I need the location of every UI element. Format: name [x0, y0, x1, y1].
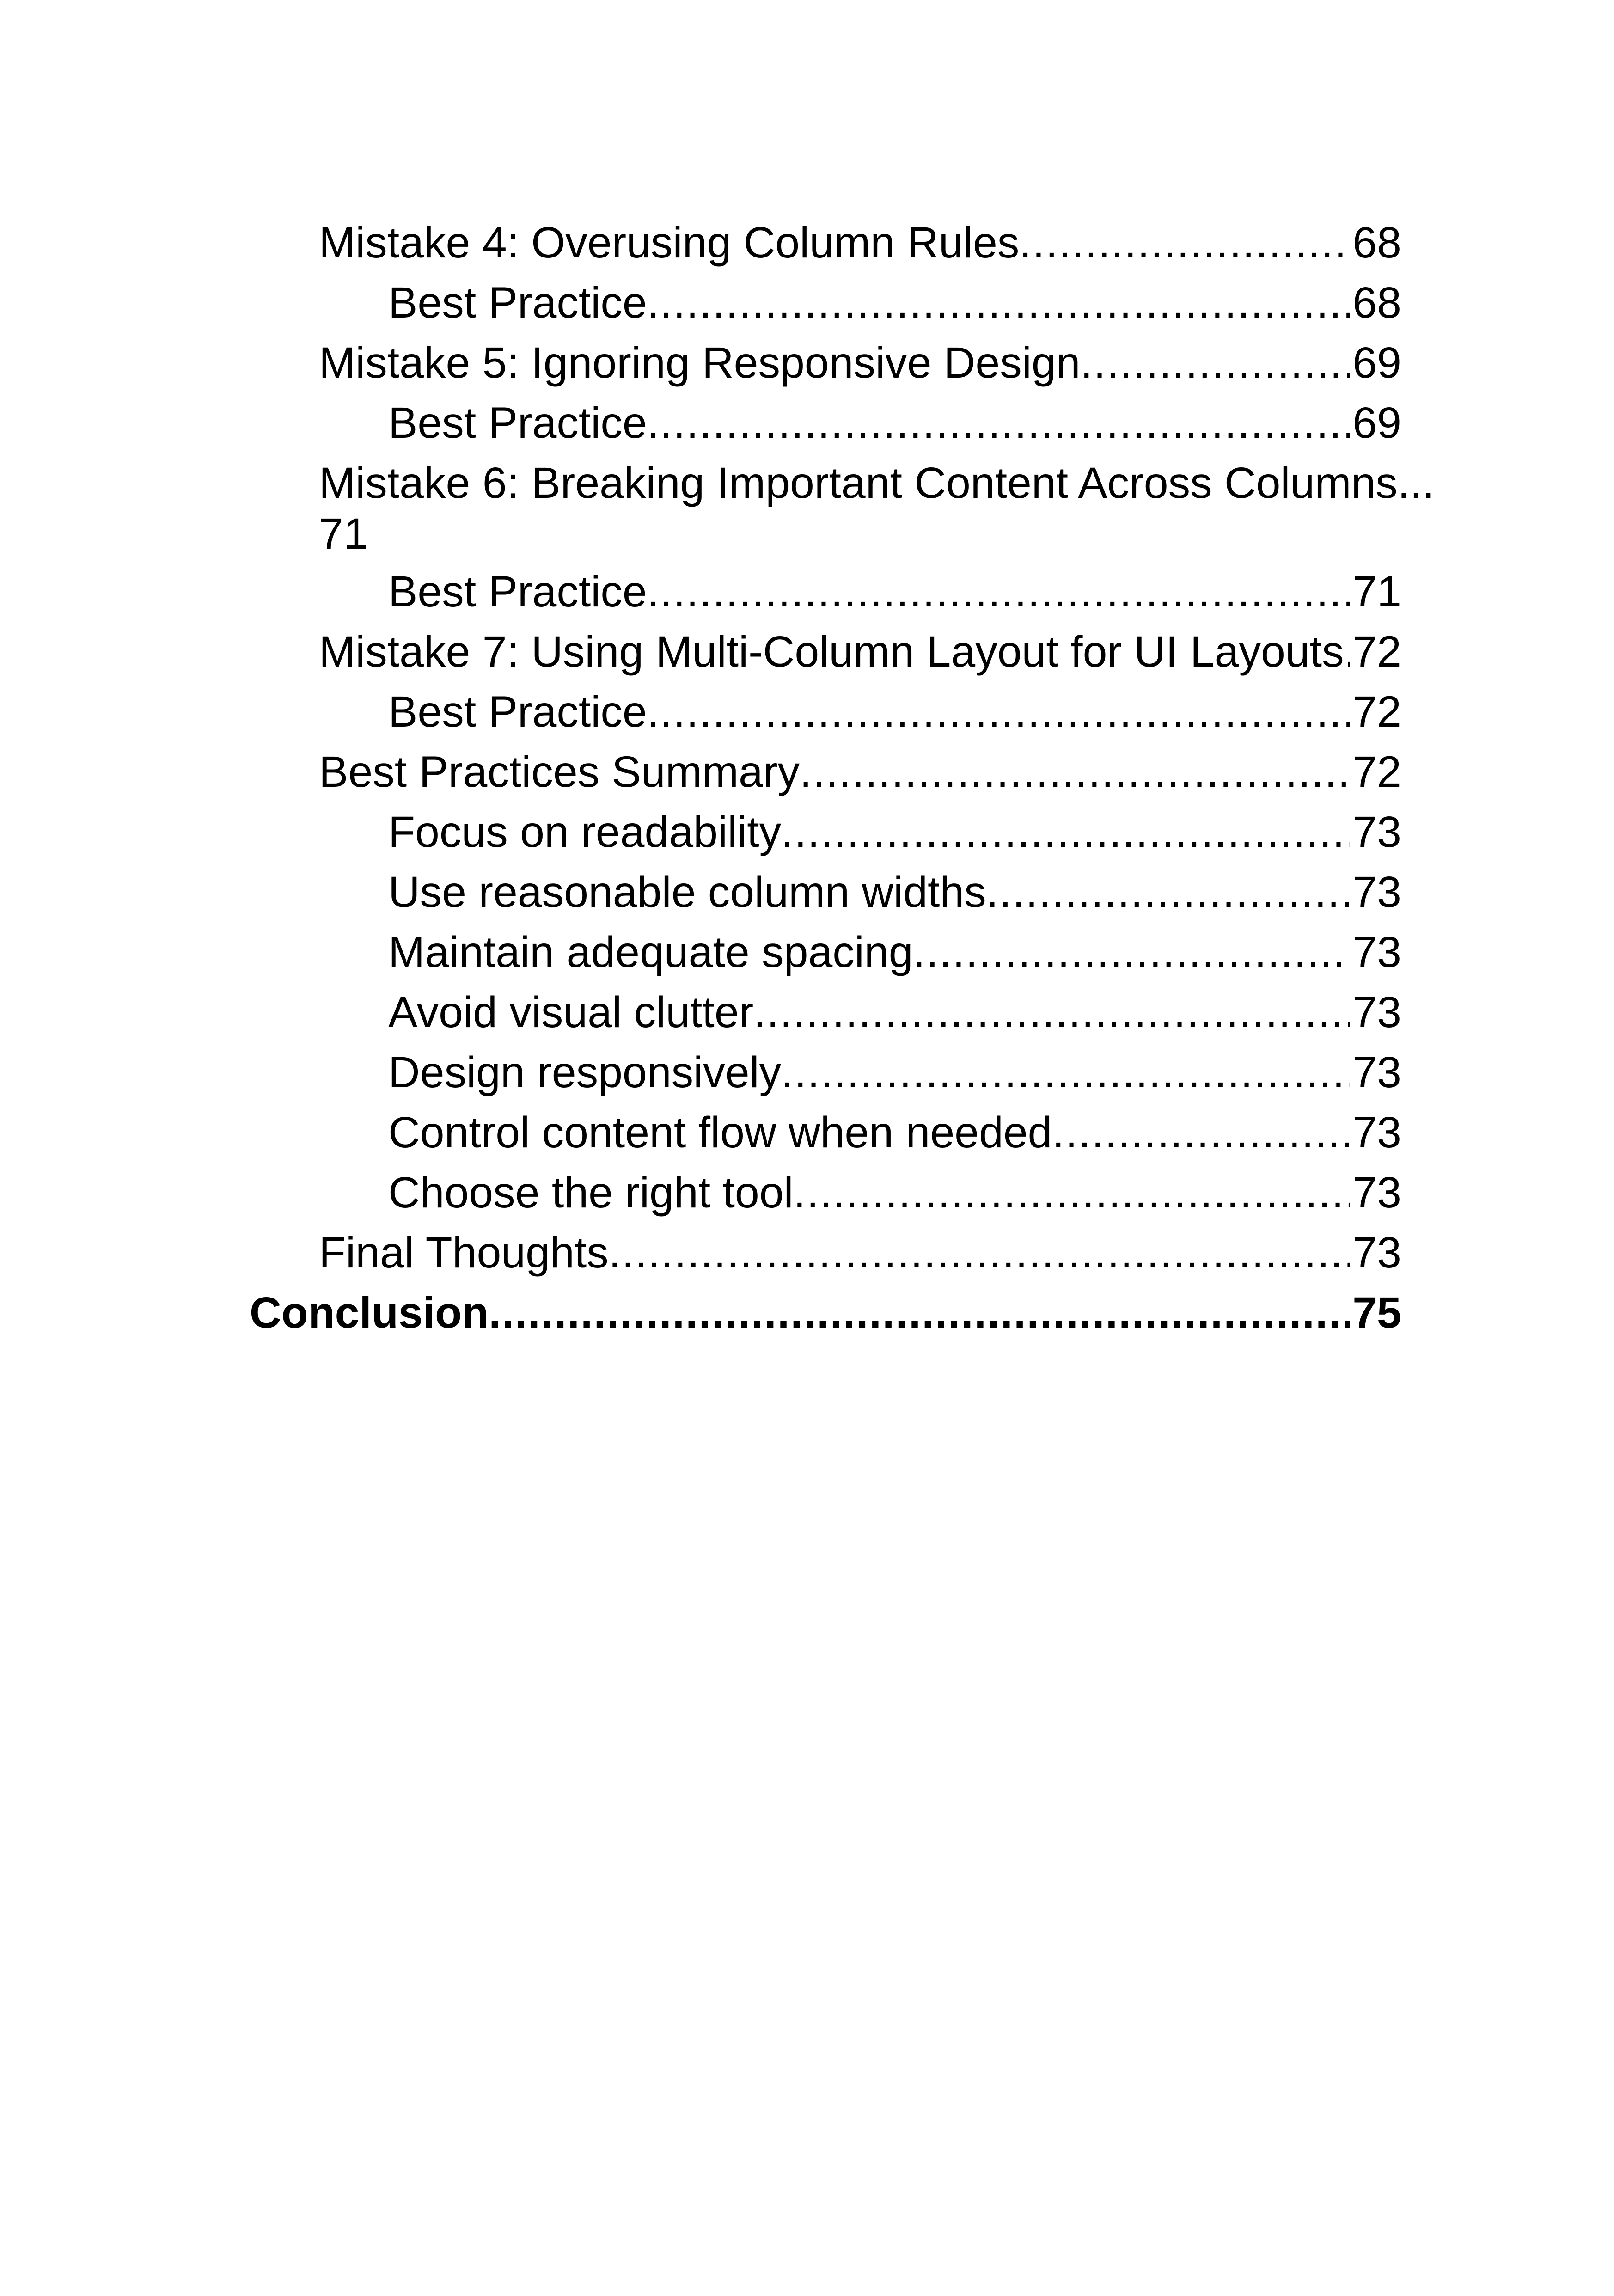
dot-leader — [609, 1227, 1350, 1278]
dot-leader — [489, 1287, 1350, 1338]
dot-leader — [913, 927, 1350, 978]
toc-entry-page: 73 — [1352, 988, 1401, 1037]
toc-entry-page: 71 — [319, 509, 368, 558]
toc-entry-right-tool[interactable] — [388, 1167, 1401, 1218]
toc-entry-best-practices-summary[interactable] — [319, 747, 1401, 797]
toc-entry-best-practice-4[interactable] — [388, 277, 1401, 328]
toc-entry-column-widths[interactable] — [388, 867, 1401, 918]
dot-leader — [753, 987, 1350, 1038]
toc-entry-title: Focus on readability — [388, 808, 782, 857]
toc-entry-title: Mistake 5: Ignoring Responsive Design — [319, 338, 1081, 387]
toc-entry-title: Avoid visual clutter — [388, 988, 754, 1037]
toc-entry-mistake-6[interactable] — [319, 458, 1434, 559]
toc-entry-content-flow[interactable] — [388, 1107, 1401, 1158]
dot-leader — [647, 277, 1350, 328]
toc-entry-design-responsively[interactable] — [388, 1047, 1401, 1098]
toc-entry-best-practice-6[interactable] — [388, 566, 1401, 617]
toc-entry-page: 72 — [1352, 747, 1401, 796]
toc-entry-page: 73 — [1352, 928, 1401, 977]
dot-leader — [647, 398, 1350, 448]
toc-entry-visual-clutter[interactable] — [388, 987, 1401, 1038]
dot-leader — [781, 807, 1350, 857]
toc-entry-page: 72 — [1352, 627, 1401, 676]
toc-entry-title: Best Practice — [388, 278, 647, 327]
toc-entry-title: Use reasonable column widths — [388, 868, 986, 917]
toc-entry-page: 68 — [1352, 278, 1401, 327]
toc-entry-page: 68 — [1352, 218, 1401, 267]
toc-entry-page: 73 — [1352, 1168, 1401, 1217]
toc-entry-adequate-spacing[interactable] — [388, 927, 1401, 978]
toc-entry-title: Choose the right tool — [388, 1168, 794, 1217]
toc-entry-mistake-4[interactable] — [319, 217, 1401, 268]
toc-entry-page: 73 — [1352, 1048, 1401, 1097]
toc-entry-title: Mistake 7: Using Multi-Column Layout for UI Layouts — [319, 627, 1344, 676]
toc-entry-page: 73 — [1352, 1228, 1401, 1277]
toc-entry-page: 75 — [1352, 1288, 1401, 1337]
dot-leader — [800, 747, 1350, 797]
dot-leader — [1052, 1107, 1350, 1158]
toc-entry-final-thoughts[interactable] — [319, 1227, 1401, 1278]
toc-entry-title: Best Practice — [388, 567, 647, 616]
dot-leader — [1344, 626, 1350, 677]
toc-entry-focus-on-readability[interactable] — [388, 807, 1401, 857]
toc-entry-title: Best Practice — [388, 687, 647, 736]
dot-leader — [794, 1167, 1350, 1218]
toc-entry-page: 71 — [1352, 567, 1401, 616]
toc-entry-page: 73 — [1352, 868, 1401, 917]
toc-entry-title: Best Practice — [388, 398, 647, 447]
toc-entry-page: 69 — [1352, 398, 1401, 447]
toc-entry-mistake-7[interactable] — [319, 626, 1401, 677]
toc-entry-title: Final Thoughts — [319, 1228, 609, 1277]
toc-entry-title: Mistake 6: Breaking Important Content Across Columns... — [319, 459, 1434, 508]
toc-entry-title: Best Practices Summary — [319, 747, 800, 796]
toc-entry-title: Conclusion — [250, 1288, 489, 1337]
dot-leader — [781, 1047, 1350, 1098]
toc-entry-best-practice-5[interactable] — [388, 398, 1401, 448]
toc-entry-conclusion[interactable] — [250, 1287, 1401, 1338]
toc-entry-page: 72 — [1352, 687, 1401, 736]
toc-entry-mistake-5[interactable] — [319, 337, 1401, 388]
dot-leader — [647, 566, 1350, 617]
toc-entry-title: Design responsively — [388, 1048, 782, 1097]
dot-leader — [1081, 337, 1350, 388]
toc-entry-title: Control content flow when needed — [388, 1108, 1052, 1157]
dot-leader — [647, 686, 1350, 737]
dot-leader — [1019, 217, 1350, 268]
toc-entry-best-practice-7[interactable] — [388, 686, 1401, 737]
toc-entry-title: Mistake 4: Overusing Column Rules — [319, 218, 1020, 267]
toc-entry-title: Maintain adequate spacing — [388, 928, 913, 977]
toc-entry-page: 73 — [1352, 1108, 1401, 1157]
dot-leader — [986, 867, 1350, 918]
toc-entry-page: 73 — [1352, 808, 1401, 857]
toc-entry-page: 69 — [1352, 338, 1401, 387]
